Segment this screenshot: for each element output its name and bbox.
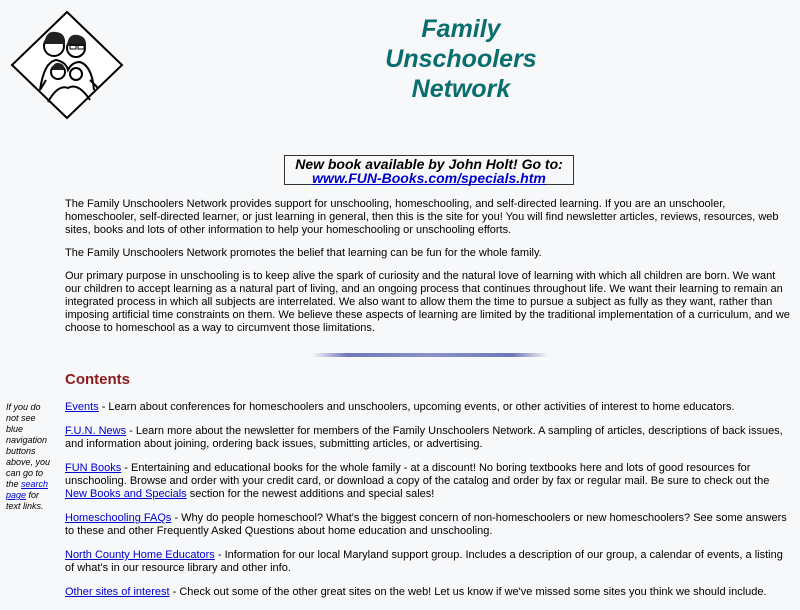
intro-paragraph-1: The Family Unschoolers Network provides support for unschooling, homeschooling, and self-directed learning. If you are an unschooler, homeschooler, self-directed learner, or just learning in general, then this is the site for you! You will find newsletter articles, reviews, resources, web sites, books and lots of other information to help your homeschooling or unschooling efforts. [65, 198, 779, 236]
contents-entry-events [65, 401, 790, 414]
promo-box [284, 155, 574, 185]
other-sites-description: - Check out some of the other great sites on the web! Let us know if we've missed some sites you think we should include. [169, 586, 767, 598]
fun-books-description-end: section for the newest additions and special sales! [186, 488, 435, 500]
fun-news-link[interactable]: F.U.N. News [65, 425, 127, 437]
decorative-divider [312, 353, 548, 357]
contents-entry-north-county [65, 549, 790, 575]
north-county-link[interactable]: North County Home Educators [65, 549, 215, 561]
purpose-paragraph: Our primary purpose in unschooling is to keep alive the spark of curiosity and the natural love of learning with which all children are born. We want our children to accept learning as a natural part of living, and an ongoing process that continues throughout life. We want their learning to remain an integrated process in which all subjects are interrelated. We also want to allow them the time to pursue a subject as fully as they want, rather than imposing artificial time constraints on them. We believe these aspects of learning are limited by the traditional implementation of a curriculum, and we choose to homeschool as a way to circumvent those limitations. [65, 270, 790, 334]
promo-link[interactable]: www.FUN-Books.com/specials.htm [312, 170, 546, 186]
events-description: - Learn about conferences for homeschoolers and unschoolers, upcoming events, or other activities of interest to home educators. [98, 401, 735, 413]
search-page-link[interactable]: search page [6, 479, 49, 500]
homeschooling-faqs-link[interactable]: Homeschooling FAQs [65, 512, 172, 524]
site-title-line-3: Network [411, 75, 511, 103]
site-title-line-1: Family [421, 15, 501, 43]
side-note-text-after: for text links. [6, 490, 44, 511]
fun-news-description: - Learn more about the newsletter for members of the Family Unschoolers Network. A sampling of articles, descriptions of back issues, and information about joining, ordering back issues, submitting articles, or advertising. [65, 425, 783, 450]
north-county-description: - Information for our local Maryland support group. Includes a description of our group, a calendar of events, a listing of what's in our resource library and other info. [65, 549, 783, 574]
contents-entry-fun-news [65, 425, 790, 451]
intro-paragraph-2: The Family Unschoolers Network promotes the belief that learning can be fun for the whole family. [65, 247, 542, 259]
fun-books-link[interactable]: FUN Books [65, 462, 122, 474]
other-sites-link[interactable]: Other sites of interest [65, 586, 170, 598]
site-logo [10, 10, 124, 120]
side-note [6, 402, 52, 512]
contents-heading: Contents [65, 371, 130, 388]
side-note-text: If you do not see blue navigation buttons above, you can go to the [6, 402, 51, 489]
new-books-specials-link[interactable]: New Books and Specials [65, 488, 187, 500]
events-link[interactable]: Events [65, 401, 99, 413]
site-title [330, 14, 592, 104]
contents-entry-other-sites [65, 586, 790, 599]
fun-books-description: - Entertaining and educational books for the whole family - at a discount! No boring textbooks here and lots of good resources for unschooling. Browse and order with your credit card, or download a copy of the catalog and order by fax or regular mail. Be sure to check out the [65, 462, 770, 487]
site-title-line-2: Unschoolers [385, 45, 537, 73]
main-content [65, 198, 790, 610]
promo-text: New book available by John Holt! Go to: [295, 156, 563, 172]
faqs-description: - Why do people homeschool? What's the biggest concern of non-homeschoolers or new homeschoolers? See some answers to these and other Frequently Asked Questions about home education and unschooling. [65, 512, 787, 537]
contents-entry-fun-books [65, 462, 790, 501]
contents-entry-faqs [65, 512, 790, 538]
